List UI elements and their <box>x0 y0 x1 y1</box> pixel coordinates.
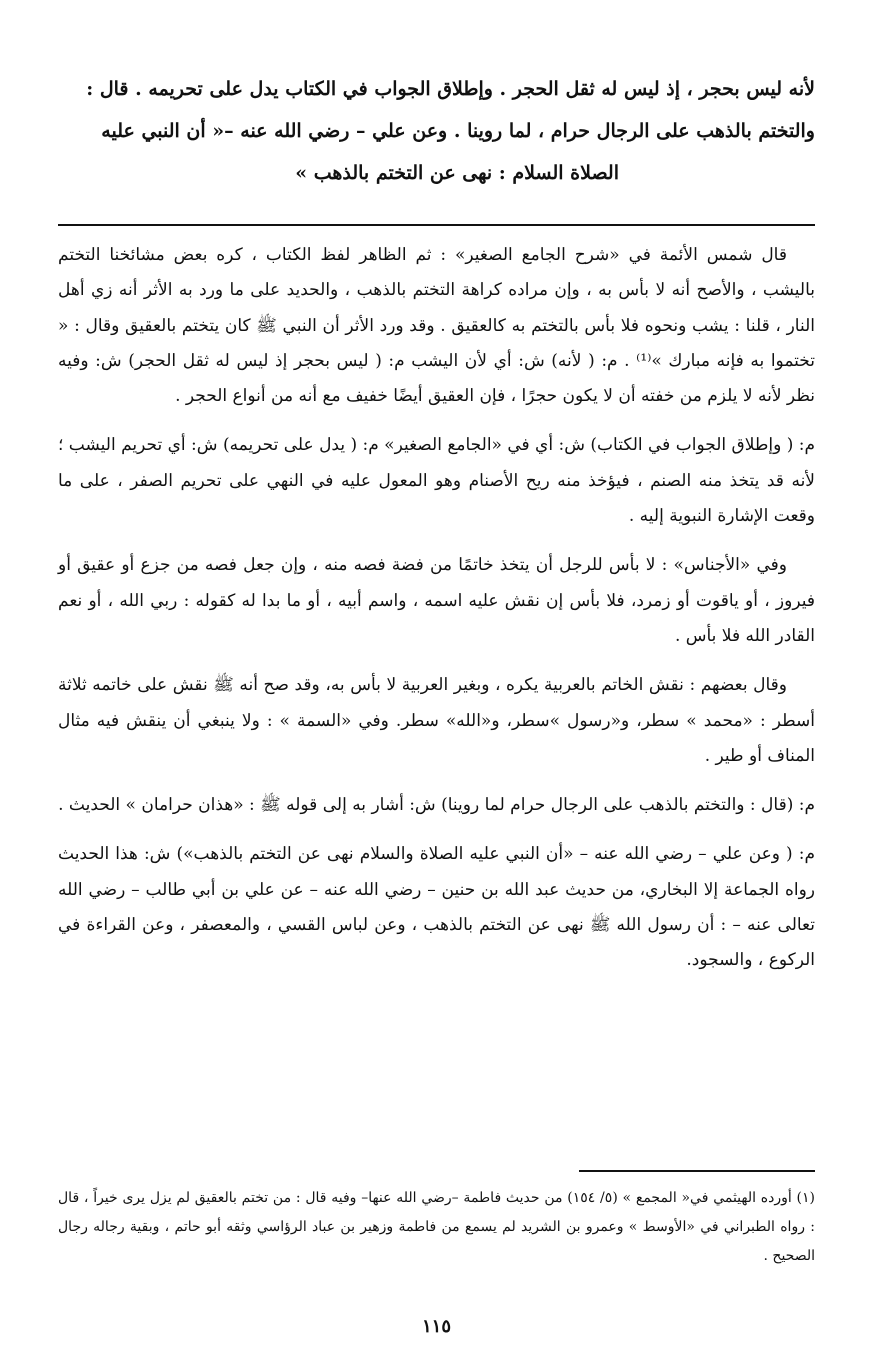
footnote-divider <box>579 1170 815 1172</box>
commentary-paragraph: وقال بعضهم : نقش الخاتم بالعربية يكره ، وبغير العربية لا بأس به، وقد صح أنه ﷺ نقش على خاتمه ثلاثة أسطر : «محمد » سطر، و«رسول »سطر، و«الله» سطر. وفي «السمة » : ولا ينبغي أن ينقش فيه مثال المناف أو طير . <box>58 675 815 766</box>
commentary-paragraph: قال شمس الأئمة في «شرح الجامع الصغير» : ثم الظاهر لفظ الكتاب ، كره بعض مشائخنا التختم باليشب ، والأصح أنه لا بأس به ، وإن مراده كراهة التختم بالذهب ، والحديد على ما ورد به الأثر أنه زي أهل النار ، قلنا : يشب ونحوه فلا بأس بالتختم به كالعقيق . وقد ورد الأثر أن النبي ﷺ كان يتختم بالعقيق وقال : « تختموا به فإنه مبارك »⁽¹⁾ . م: ( لأنه) ش: أي لأن اليشب م: ( ليس بحجر إذ ليس له ثقل الحجر) ش: وفيه نظر لأنه لا يلزم من خفته أن لا يكون حجرًا ، فإن العقيق أيضًا خفيف مع أنه من أنواع الحجر . <box>58 245 816 407</box>
commentary-paragraph: وفي «الأجناس» : لا بأس للرجل أن يتخذ خاتمًا من فضة فصه منه ، وإن جعل فصه من جزع أو عقيق أو فيروز ، أو ياقوت أو زمرد، فلا بأس إن نقش عليه اسمه ، واسم أبيه ، أو ما بدا له كقوله : ربي الله ، أو نعم القادر الله فلا بأس . <box>58 555 815 646</box>
section-divider <box>58 224 815 226</box>
footnote-text: (١) أورده الهيثمي في« المجمع » (٥/ ١٥٤) من حديث فاطمة –رضي الله عنها– وفيه قال : من تختم بالعقيق لم يزل يرى خيراً ، قال : رواه الطبراني في «الأوسط » وعمرو بن الشريد لم يسمع من فاطمة وزهير بن عباد الرؤاسي وثقه أبو حاتم ، وبقية رجاله رجال الصحيح . <box>58 1190 816 1264</box>
commentary-paragraph: م: ( وإطلاق الجواب في الكتاب) ش: أي في «الجامع الصغير» م: ( يدل على تحريمه) ش: أي تحريم اليشب ؛ لأنه قد يتخذ منه الصنم ، فيؤخذ منه ريح الأصنام وهو المعول عليه في النهي على تحريم الصفر ، على ما وقعت الإشارة النبوية إليه . <box>57 435 815 527</box>
footnote <box>58 1184 815 1271</box>
matn-text <box>58 68 815 194</box>
matn-line: والتختم بالذهب على الرجال حرام ، لما روينا . وعن علي – رضي الله عنه –« أن النبي عليه <box>101 120 815 142</box>
commentary-paragraph: م: ( وعن علي – رضي الله عنه – «أن النبي عليه الصلاة والسلام نهى عن التختم بالذهب») ش: هذا الحديث رواه الجماعة إلا البخاري، من حديث عبد الله بن حنين – رضي الله عنه – عن علي بن أبي طالب – رضي الله تعالى عنه – : أن رسول الله ﷺ نهى عن التختم بالذهب ، وعن لباس القسي ، والمعصفر ، وعن القراءة في الركوع ، والسجود. <box>58 844 815 971</box>
page-number: ١١٥ <box>421 1316 451 1337</box>
matn-line: الصلاة السلام : نهى عن التختم بالذهب » <box>295 162 619 184</box>
matn-line: لأنه ليس بحجر ، إذ ليس له ثقل الحجر . وإطلاق الجواب في الكتاب يدل على تحريمه . قال : <box>86 78 815 100</box>
commentary-paragraph: م: (قال : والتختم بالذهب على الرجال حرام لما روينا) ش: أشار به إلى قوله ﷺ : «هذان حرامان » الحديث . <box>58 795 815 816</box>
commentary-text <box>58 238 815 993</box>
